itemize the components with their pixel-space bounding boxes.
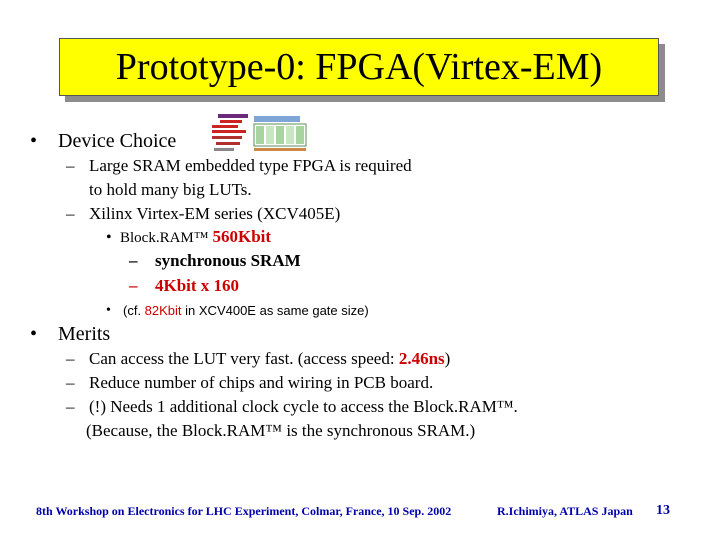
device-choice-heading: Device Choice (58, 130, 177, 152)
page-number: 13 (656, 503, 670, 518)
sub-item-synchronous-sram: synchronous SRAM (155, 251, 301, 270)
merit-2: Reduce number of chips and wiring in PCB board. (89, 373, 434, 392)
access-speed-value: 2.46ns (398, 349, 445, 368)
merit-3: (!) Needs 1 additional clock cycle to access the Block.RAM™. (89, 397, 518, 416)
merit-2-dash: – (66, 373, 75, 392)
sub-item-1-dash: – (129, 251, 138, 270)
sub-item-4kbit: 4Kbit x 160 (155, 276, 240, 295)
footer-event: 8th Workshop on Electronics for LHC Experiment, Colmar, France, 10 Sep. 2002 (36, 504, 452, 518)
blockram-bullet: • (106, 229, 112, 246)
slide-title: Prototype-0: FPGA(Virtex-EM) (115, 46, 603, 88)
device-choice-item-1: – (66, 156, 75, 175)
merits-note: (Because, the Block.RAM™ is the synchronous SRAM.) (86, 421, 476, 440)
blockram-label: Block.RAM™ (120, 230, 209, 246)
merit-3-dash: – (66, 397, 75, 416)
diagram-right-block (254, 116, 306, 151)
device-choice-item-1-line1: Large SRAM embedded type FPGA is required (89, 156, 412, 175)
device-choice-bullet: • (30, 130, 38, 152)
merit-1: Can access the LUT very fast. (access speed: 2.46ns) (89, 349, 451, 368)
merits-bullet: • (30, 323, 38, 345)
device-choice-item-2-dash: – (66, 204, 75, 223)
device-choice-item-1-line2: to hold many big LUTs. (89, 180, 252, 199)
cf-line: (cf. 82Kbit in XCV400E as same gate size) (123, 303, 369, 318)
sub-item-2-dash: – (129, 276, 138, 295)
blockram-line (120, 227, 271, 247)
blockram-value: 560Kbit (212, 227, 272, 246)
footer-author: R.Ichimiya, ATLAS Japan (497, 504, 633, 518)
merit-1-dash: – (66, 349, 75, 368)
merits-heading: Merits (58, 323, 111, 345)
block-diagram-thumbnail (208, 112, 312, 154)
cf-value: 82Kbit (144, 303, 182, 318)
device-choice-item-2: Xilinx Virtex-EM series (XCV405E) (89, 204, 341, 223)
cf-bullet: • (106, 303, 111, 318)
title-box (59, 38, 659, 96)
